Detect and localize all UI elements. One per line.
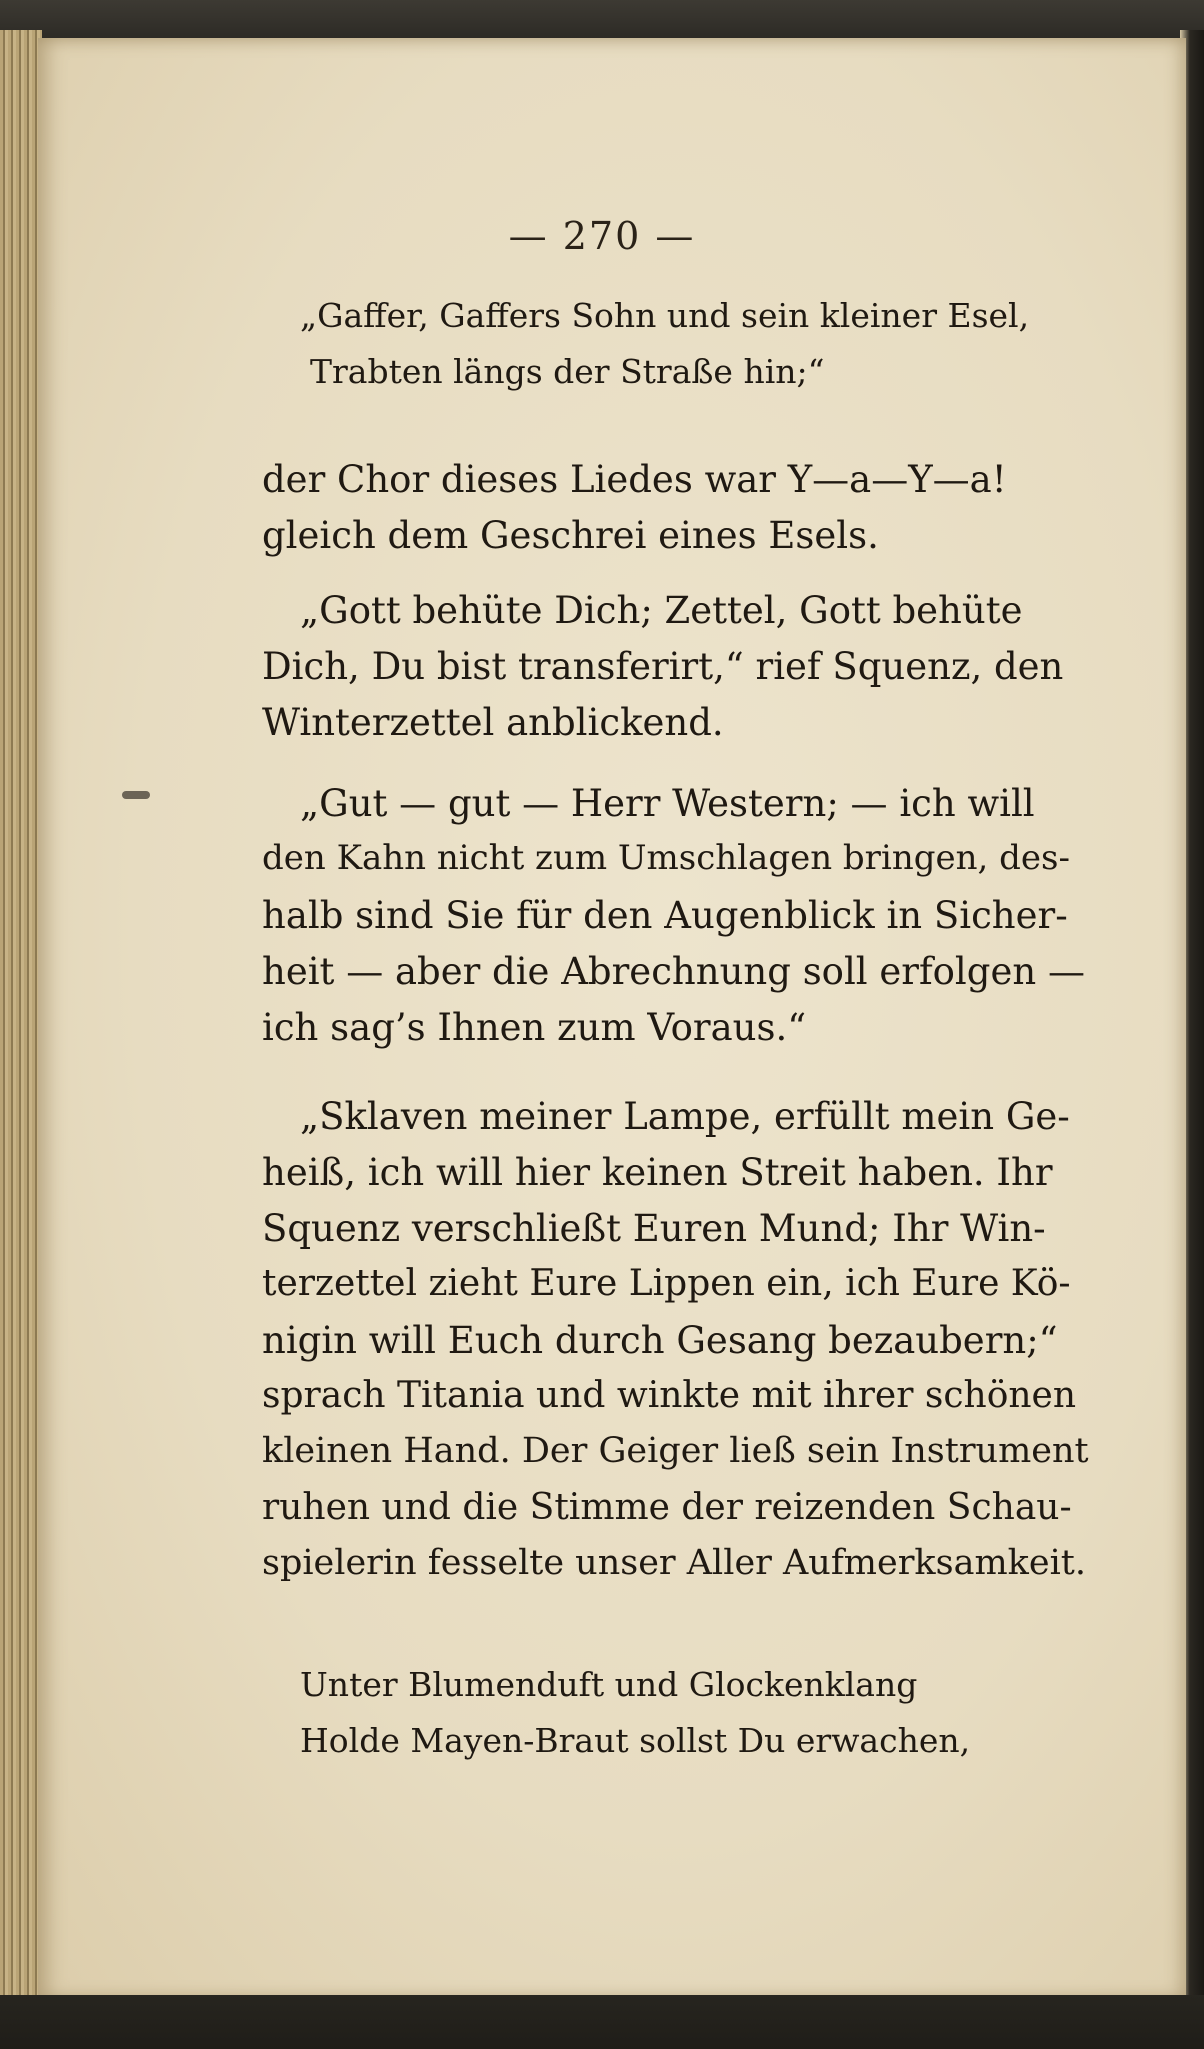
verse-line: „Gaffer, Gaffers Sohn und sein kleiner Esel,: [300, 296, 1030, 335]
text-line: Winterzettel anblickend.: [262, 701, 724, 744]
text-line: Dich, Du bist transferirt,“ rief Squenz, den: [262, 645, 1064, 688]
text-line: „Sklaven meiner Lampe, erfüllt mein Ge-: [300, 1095, 1070, 1138]
text-line: ruhen und die Stimme der reizenden Schau-: [262, 1487, 1072, 1528]
text-line: heit — aber die Abrechnung soll erfolgen —: [262, 950, 1085, 993]
text-line: halb sind Sie für den Augenblick in Sicher-: [262, 894, 1068, 937]
verse-line: Holde Mayen-Braut sollst Du erwachen,: [300, 1721, 971, 1760]
book-bottom-edge: [0, 1995, 1204, 2049]
book-top-edge: [0, 0, 1204, 40]
text-line: heiß, ich will hier keinen Streit haben. Ihr: [262, 1151, 1053, 1194]
text-line: den Kahn nicht zum Umschlagen bringen, des-: [262, 838, 1070, 878]
text-line: sprach Titania und winkte mit ihrer schönen: [262, 1375, 1077, 1416]
book-gutter: [0, 30, 42, 2005]
text-line: der Chor dieses Liedes war Y—a—Y—a!: [262, 458, 1007, 501]
text-line: spielerin fesselte unser Aller Aufmerksamkeit.: [262, 1543, 1086, 1583]
text-line: gleich dem Geschrei eines Esels.: [262, 514, 879, 557]
page-number: — 270 —: [508, 214, 696, 258]
text-line: Squenz verschließt Euren Mund; Ihr Win-: [262, 1207, 1046, 1250]
text-line: „Gut — gut — Herr Western; — ich will: [300, 782, 1035, 825]
verse-line: Unter Blumenduft und Glockenklang: [300, 1665, 918, 1704]
text-line: ich sag’s Ihnen zum Voraus.“: [262, 1006, 807, 1049]
text-line: „Gott behüte Dich; Zettel, Gott behüte: [300, 589, 1023, 632]
ink-mark: [122, 791, 150, 799]
text-line: kleinen Hand. Der Geiger ließ sein Instrument: [262, 1431, 1089, 1471]
text-line: nigin will Euch durch Gesang bezaubern;“: [262, 1319, 1058, 1362]
text-line: terzettel zieht Eure Lippen ein, ich Eure Kö-: [262, 1263, 1071, 1304]
verse-line: Trabten längs der Straße hin;“: [310, 352, 825, 391]
